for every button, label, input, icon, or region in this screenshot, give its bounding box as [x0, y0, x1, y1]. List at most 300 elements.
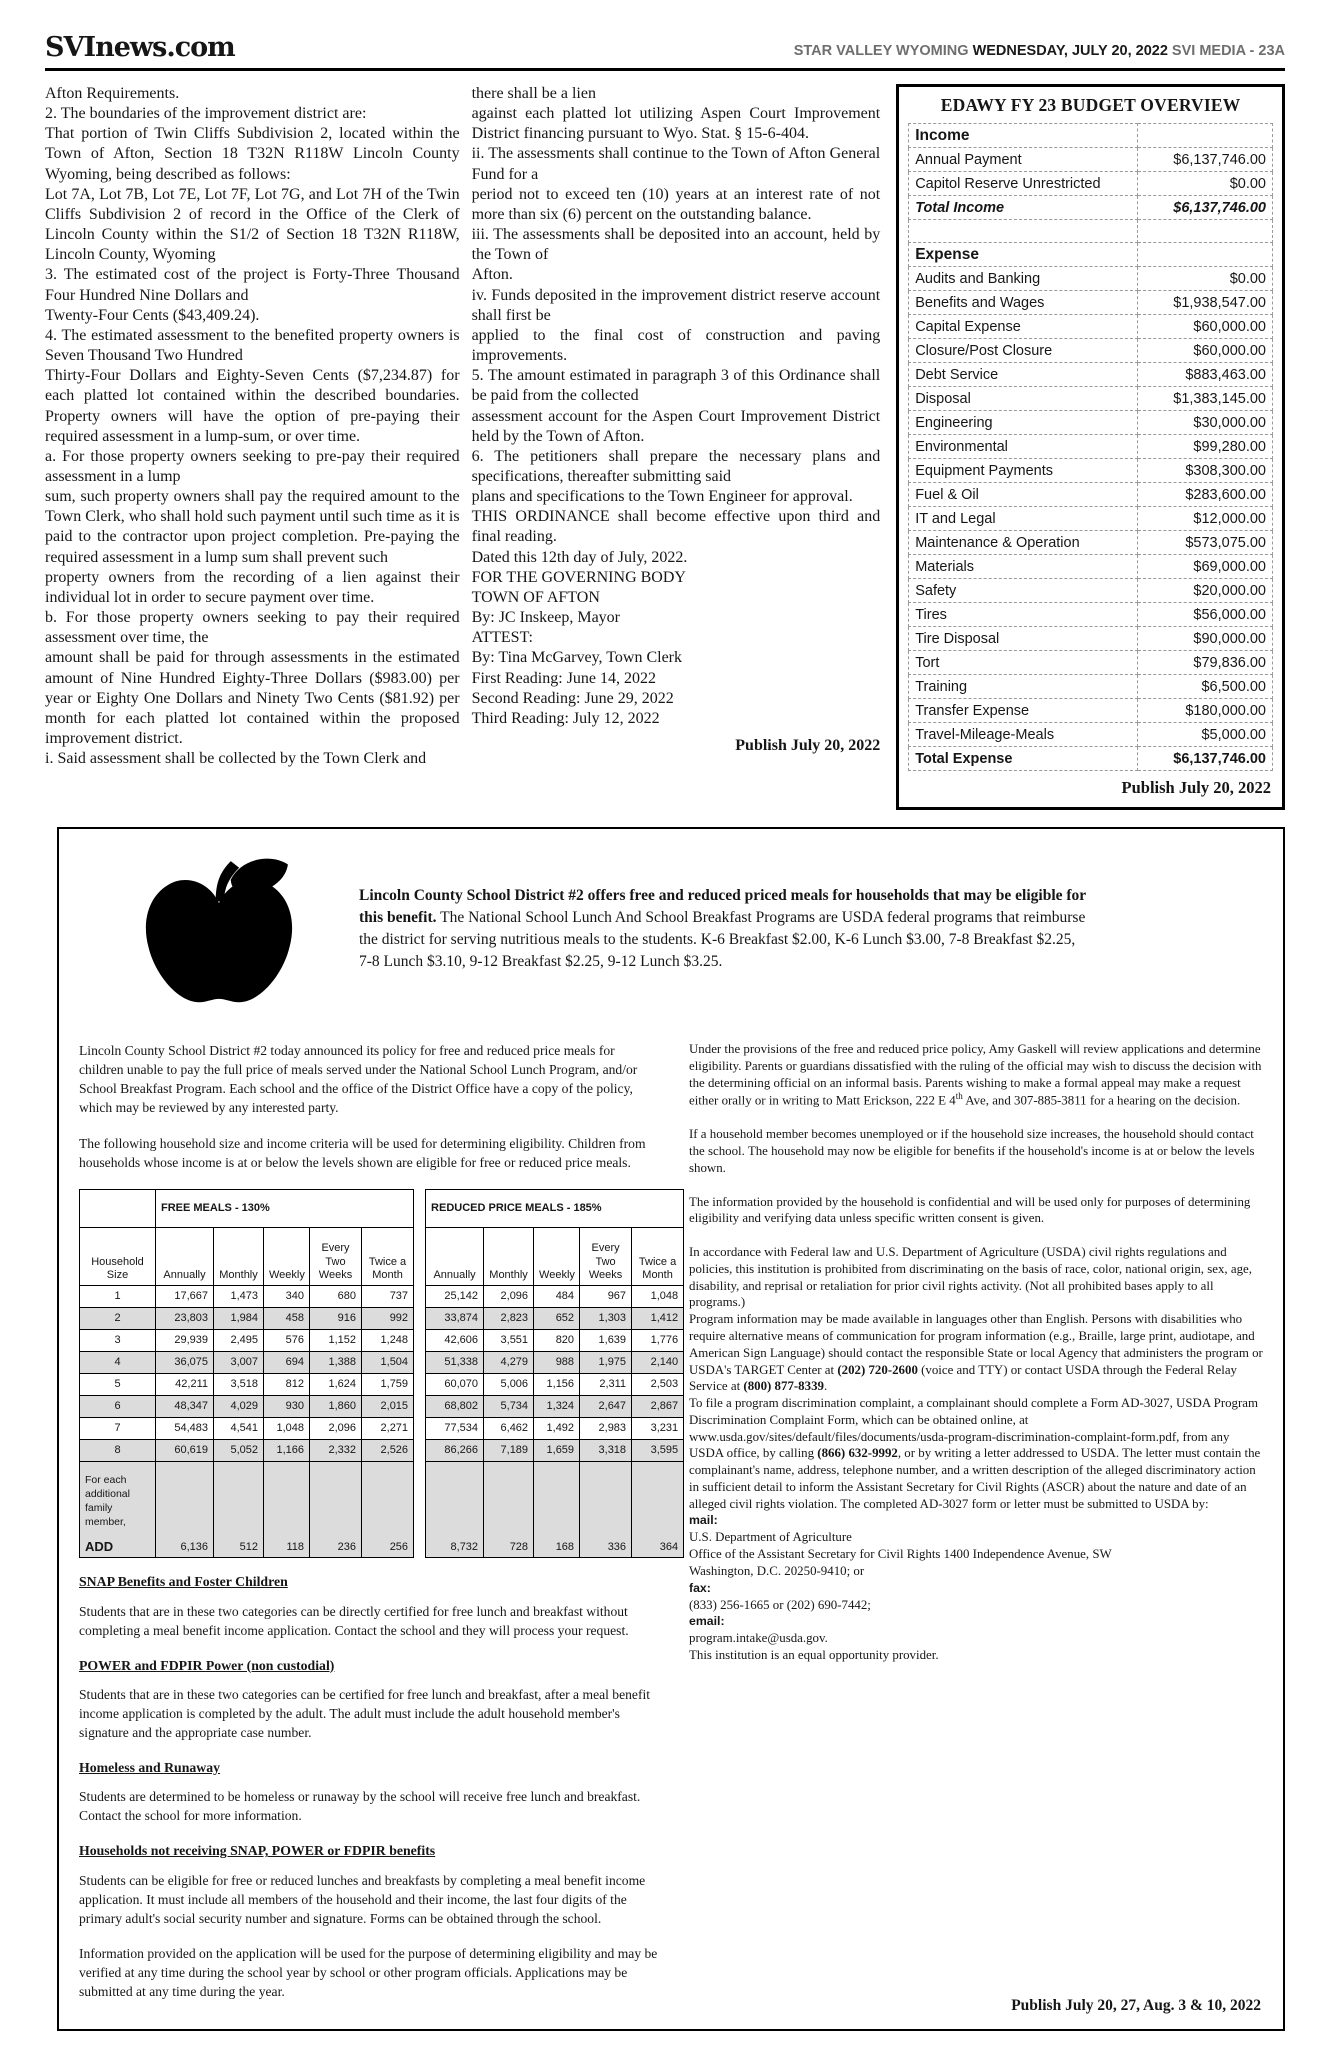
separator-cell: [414, 1352, 426, 1374]
cell: 1,975: [580, 1352, 632, 1374]
legal-paragraph: period not to exceed ten (10) years at an interest rate of not more than six (6) percent on the outstanding balance.: [471, 185, 881, 223]
budget-row: [909, 579, 1273, 603]
income-table-row: [80, 1440, 684, 1462]
cell: 2,526: [362, 1440, 414, 1462]
legal-paragraph: applied to the final cost of construction and paving improvements.: [471, 326, 881, 365]
cell: 2,332: [310, 1440, 362, 1462]
cell: 576: [264, 1330, 310, 1352]
cell: 1,303: [580, 1308, 632, 1330]
budget-row-label: Disposal: [909, 387, 1138, 411]
column-header: Twice a Month: [362, 1228, 414, 1286]
legal-paragraph: 2. The boundaries of the improvement district are:: [45, 105, 367, 123]
budget-row-label: Maintenance & Operation: [909, 531, 1138, 555]
cell: 1,324: [534, 1396, 580, 1418]
add-word: ADD: [85, 1538, 114, 1554]
legal-paragraph: sum, such property owners shall pay the required amount to the Town Clerk, who shall hold such payment until such time as it is paid to the contractor upon project completion. Pre-paying the required assessment in a lump sum shall prevent such: [45, 488, 460, 566]
cell: 1,048: [264, 1418, 310, 1440]
mail-block: [689, 1512, 1263, 1579]
section-heading: Households not receiving SNAP, POWER or FDPIR benefits: [79, 1843, 436, 1859]
usda-text: .: [823, 1379, 828, 1394]
additional-member-label: [80, 1462, 156, 1558]
income-table-row: [80, 1330, 684, 1352]
budget-row: [909, 459, 1273, 483]
cell: 2,867: [632, 1396, 684, 1418]
legal-paragraph: Dated this 12th day of July, 2022.: [471, 548, 688, 566]
cell: 1,152: [310, 1330, 362, 1352]
cell: 3,518: [214, 1374, 264, 1396]
legal-paragraph: assessment account for the Aspen Court Improvement District held by the Town of Afton.: [471, 407, 881, 445]
legal-paragraph: 4. The estimated assessment to the benefited property owners is Seven Thousand Two Hundred: [45, 326, 460, 365]
issue-date: WEDNESDAY, JULY 20, 2022: [972, 43, 1168, 59]
cell: 4,279: [484, 1352, 534, 1374]
budget-row-value: $12,000.00: [1138, 507, 1273, 531]
cell: 737: [362, 1286, 414, 1308]
cell: 680: [310, 1286, 362, 1308]
cell: 694: [264, 1352, 310, 1374]
legal-paragraph: amount shall be paid for through assessments in the estimated amount of Nine Hundred Eighty-Three Dollars ($983.00) per year or Eighty One Dollars and Ninety Two Cents ($81.92) per month for each platted lot contained within the proposed improvement district.: [45, 649, 460, 747]
budget-row-value: $56,000.00: [1138, 603, 1273, 627]
email-line: program.intake@usda.gov.: [689, 1631, 828, 1646]
cell: 1,504: [362, 1352, 414, 1374]
income-table-add-body: [80, 1462, 684, 1558]
fax-block: [689, 1580, 1263, 1614]
cell: 25,142: [426, 1286, 484, 1308]
cell: 48,347: [156, 1396, 214, 1418]
budget-row: [909, 507, 1273, 531]
notice-section: [79, 1758, 661, 1825]
legal-paragraph: a. For those property owners seeking to pre-pay their required assessment in a lump: [45, 447, 460, 485]
cell: 3,007: [214, 1352, 264, 1374]
cell: 2,015: [362, 1396, 414, 1418]
separator-cell: [414, 1330, 426, 1352]
budget-row-value: $6,500.00: [1138, 675, 1273, 699]
budget-row: [909, 699, 1273, 723]
apple-icon: [79, 843, 359, 1009]
cell: 236: [310, 1462, 362, 1558]
budget-row: [909, 148, 1273, 172]
mail-line: U.S. Department of Agriculture: [689, 1530, 852, 1545]
legal-paragraph: ATTEST:: [471, 629, 533, 647]
separator-cell: [414, 1396, 426, 1418]
cell: 2,503: [632, 1374, 684, 1396]
meals-columns: [79, 1041, 1263, 2017]
cell: 967: [580, 1286, 632, 1308]
legal-paragraph: there shall be a lien: [471, 85, 596, 102]
budget-row-value: $20,000.00: [1138, 579, 1273, 603]
budget-row-label: Income: [909, 124, 1138, 148]
section-body: Information provided on the application will be used for the purpose of determining eligibility and may be verified at any time during the school year by school or other program officials. Applications may be submitted at any time during the year.: [79, 1945, 658, 1999]
publish-date: Publish July 20, 2022: [1121, 778, 1271, 797]
confidentiality-paragraph: The information provided by the household is confidential and will be used only for purposes of determining eligibility and verifying data unless specific written consent is given.: [689, 1194, 1251, 1226]
budget-row-value: $69,000.00: [1138, 555, 1273, 579]
legal-paragraph: property owners from the recording of a lien against their individual lot in order to secure payment over time.: [45, 568, 460, 606]
cell: 1,248: [362, 1330, 414, 1352]
section-body: Students are determined to be homeless or runaway by the school will receive free lunch and breakfast. Contact the school for more information.: [79, 1789, 641, 1824]
notice-section: [79, 1572, 661, 1639]
budget-table-box: [896, 84, 1285, 810]
column-header: Monthly: [484, 1228, 534, 1286]
budget-row-label: Total Income: [909, 196, 1138, 220]
email-label: email:: [689, 1614, 725, 1629]
corner-cell: [80, 1190, 156, 1228]
section-body: Students that are in these two categories can be directly certified for free lunch and breakfast without completing a meal benefit income application. Contact the school and they will process your request.: [79, 1603, 629, 1638]
cell: 4,541: [214, 1418, 264, 1440]
budget-row: [909, 172, 1273, 196]
target-center-phone: (202) 720-2600: [837, 1362, 918, 1377]
cell: 820: [534, 1330, 580, 1352]
meals-intro-rest: The National School Lunch And School Breakfast Programs are USDA federal programs that reimburse the district for serving nutritious meals to the students. K-6 Breakfast $2.00, K-6 Lunch $3.00, 7-8 Breakfast $2.25, 7-8 Lunch $3.10, 9-12 Breakfast $2.25, 9-12 Lunch $3.25.: [359, 909, 1086, 970]
household-size-cell: 5: [80, 1374, 156, 1396]
publish-date: Publish July 20, 27, Aug. 3 & 10, 2022: [1011, 1996, 1261, 2014]
budget-row-label: Materials: [909, 555, 1138, 579]
legal-paragraph: Afton Requirements.: [45, 85, 180, 102]
budget-row-value: $0.00: [1138, 267, 1273, 291]
meals-intro-bold: Lincoln County School District #2 offers free and reduced priced meals for households that may be eligible for this benefit.: [359, 887, 1086, 926]
income-table-row: [80, 1352, 684, 1374]
cell: 364: [632, 1462, 684, 1558]
mail-line: Washington, D.C. 20250-9410; or: [689, 1563, 865, 1578]
cell: 6,462: [484, 1418, 534, 1440]
section-heading: Homeless and Runaway: [79, 1759, 221, 1775]
spacer-cell: [909, 220, 1138, 243]
section-body: Students that are in these two categories can be certified for free lunch and breakfast, after a meal benefit income application is completed by the adult. The adult must include the adult household member's signature and the appropriate case number.: [79, 1686, 651, 1740]
cell: 2,271: [362, 1418, 414, 1440]
cell: 458: [264, 1308, 310, 1330]
legal-notice-column-1: [45, 84, 460, 810]
budget-row-value: $6,137,746.00: [1138, 148, 1273, 172]
column-header: Weekly: [264, 1228, 310, 1286]
separator-cell: [414, 1286, 426, 1308]
separator-cell: [414, 1374, 426, 1396]
budget-row: [909, 267, 1273, 291]
legal-paragraph: 3. The estimated cost of the project is Forty-Three Thousand Four Hundred Nine Dollars and: [45, 266, 460, 304]
income-table-row: [80, 1396, 684, 1418]
budget-row-value: $6,137,746.00: [1138, 747, 1273, 771]
meals-intro-text: [359, 843, 1087, 973]
cell: 29,939: [156, 1330, 214, 1352]
cell: 992: [362, 1308, 414, 1330]
separator-cell: [414, 1190, 426, 1228]
publish-date: Publish July 20, 2022: [735, 737, 881, 754]
cell: 988: [534, 1352, 580, 1374]
budget-row-label: Tort: [909, 651, 1138, 675]
notice-section: [79, 1656, 661, 1742]
budget-row-label: Environmental: [909, 435, 1138, 459]
budget-row-label: Training: [909, 675, 1138, 699]
meals-right-column: [689, 1041, 1263, 2017]
legal-paragraph: Afton.: [471, 266, 513, 284]
household-size-cell: 3: [80, 1330, 156, 1352]
budget-row-label: Closure/Post Closure: [909, 339, 1138, 363]
cell: 2,495: [214, 1330, 264, 1352]
cell: 812: [264, 1374, 310, 1396]
legal-paragraph: THIS ORDINANCE shall become effective upon third and final reading.: [471, 508, 881, 546]
usda-text: , or by writing a letter addressed to USDA. The letter must contain the complainant's name, address, telephone number, and a written description of the alleged discriminatory action in sufficient detail to inform the Assistant Secretary for Civil Rights (ASCR) about the nature and date of an alleged civil rights violation. The completed AD-3027 form or letter must be submitted to USDA by:: [689, 1446, 1261, 1511]
cell: 1,639: [580, 1330, 632, 1352]
relay-service-phone: (800) 877-8339: [743, 1379, 824, 1394]
budget-row-value: [1138, 243, 1273, 267]
cell: 1,984: [214, 1308, 264, 1330]
cell: 1,624: [310, 1374, 362, 1396]
cell: 54,483: [156, 1418, 214, 1440]
cell: 68,802: [426, 1396, 484, 1418]
cell: 1,473: [214, 1286, 264, 1308]
cell: 728: [484, 1462, 534, 1558]
budget-row-value: $90,000.00: [1138, 627, 1273, 651]
budget-row: [909, 196, 1273, 220]
cell: 336: [580, 1462, 632, 1558]
budget-row-value: $60,000.00: [1138, 315, 1273, 339]
legal-paragraph: Second Reading: June 29, 2022: [471, 689, 674, 707]
cell: 1,048: [632, 1286, 684, 1308]
region-label: STAR VALLEY WYOMING: [793, 43, 973, 59]
legal-paragraph: ii. The assessments shall continue to the Town of Afton General Fund for a: [471, 145, 881, 183]
cell: 2,096: [310, 1418, 362, 1440]
budget-spacer: [909, 220, 1273, 243]
budget-row-label: Safety: [909, 579, 1138, 603]
income-table-header: [80, 1190, 684, 1286]
budget-row: [909, 124, 1273, 148]
budget-row-label: Total Expense: [909, 747, 1138, 771]
cell: 2,823: [484, 1308, 534, 1330]
legal-paragraph: That portion of Twin Cliffs Subdivision 2, located within the Town of Afton, Section 18 T32N R118W Lincoln County Wyoming, being described as follows:: [45, 125, 460, 183]
cell: 2,311: [580, 1374, 632, 1396]
separator-cell: [414, 1228, 426, 1286]
cell: 6,136: [156, 1462, 214, 1558]
cell: 1,388: [310, 1352, 362, 1374]
top-section: [45, 84, 1285, 810]
legal-paragraph: iv. Funds deposited in the improvement district reserve account shall first be: [471, 286, 881, 324]
cell: 652: [534, 1308, 580, 1330]
budget-row-label: Capitol Reserve Unrestricted: [909, 172, 1138, 196]
column-header: Twice a Month: [632, 1228, 684, 1286]
income-criteria-table: [79, 1189, 684, 1558]
budget-row-label: Engineering: [909, 411, 1138, 435]
income-table-row: [80, 1418, 684, 1440]
budget-row-value: $79,836.00: [1138, 651, 1273, 675]
edition-page-number: SVI MEDIA - 23A: [1167, 43, 1285, 59]
budget-row: [909, 339, 1273, 363]
cell: 42,606: [426, 1330, 484, 1352]
cell: 3,231: [632, 1418, 684, 1440]
reduced-meals-header: REDUCED PRICE MEALS - 185%: [426, 1190, 684, 1228]
budget-row-label: Benefits and Wages: [909, 291, 1138, 315]
column-header: Weekly: [534, 1228, 580, 1286]
budget-spacer-row: [909, 220, 1273, 243]
budget-notice: [896, 84, 1285, 810]
cell: 340: [264, 1286, 310, 1308]
cell: 256: [362, 1462, 414, 1558]
budget-row: [909, 603, 1273, 627]
cell: 5,052: [214, 1440, 264, 1462]
email-block: [689, 1613, 1263, 1647]
meals-criteria-paragraph: The following household size and income criteria will be used for determining eligibility. Children from households whose income is at or below the levels shown are eligible for free or reduced price meals.: [79, 1136, 646, 1171]
budget-table: [908, 123, 1273, 771]
section-heading: POWER and FDPIR Power (non custodial): [79, 1657, 335, 1673]
cell: 916: [310, 1308, 362, 1330]
budget-row-label: Debt Service: [909, 363, 1138, 387]
cell: 118: [264, 1462, 310, 1558]
legal-paragraph: iii. The assessments shall be deposited into an account, held by the Town of: [471, 226, 881, 264]
budget-row-value: $283,600.00: [1138, 483, 1273, 507]
household-size-header: Household Size: [80, 1228, 156, 1286]
cell: 5,006: [484, 1374, 534, 1396]
household-size-cell: 2: [80, 1308, 156, 1330]
budget-row: [909, 387, 1273, 411]
budget-row-label: Capital Expense: [909, 315, 1138, 339]
cell: 930: [264, 1396, 310, 1418]
budget-row-label: Expense: [909, 243, 1138, 267]
budget-row: [909, 555, 1273, 579]
usda-text: Program information may be made available in languages other than English. Persons with disabilities who require alternative means of communication for program information (e.g., Braille, large print, audiotape, and American Sign Language) should contact the responsible State or local Agency that administers the program or USDA's TARGET Center at: [689, 1312, 1263, 1377]
mail-label: mail:: [689, 1513, 718, 1528]
cell: 23,803: [156, 1308, 214, 1330]
cell: 17,667: [156, 1286, 214, 1308]
cell: 2,096: [484, 1286, 534, 1308]
cell: 4,029: [214, 1396, 264, 1418]
budget-row-value: $308,300.00: [1138, 459, 1273, 483]
legal-paragraph: plans and specifications to the Town Engineer for approval.: [471, 488, 853, 506]
legal-column-2-text: [472, 84, 881, 729]
column-header-row: [80, 1228, 684, 1286]
budget-row-label: Tire Disposal: [909, 627, 1138, 651]
budget-row: [909, 747, 1273, 771]
equal-opportunity-line: This institution is an equal opportunity provider.: [689, 1648, 939, 1663]
budget-row-value: $1,383,145.00: [1138, 387, 1273, 411]
budget-title: EDAWY FY 23 BUDGET OVERVIEW: [940, 95, 1241, 115]
legal-paragraph: TOWN OF AFTON: [471, 588, 600, 606]
meals-notice-box: [57, 827, 1285, 2031]
budget-row-value: $573,075.00: [1138, 531, 1273, 555]
legal-paragraph: First Reading: June 14, 2022: [471, 669, 657, 687]
legal-paragraph: FOR THE GOVERNING BODY: [471, 568, 686, 586]
budget-row-value: $30,000.00: [1138, 411, 1273, 435]
legal-paragraph: Third Reading: July 12, 2022: [471, 709, 660, 727]
folio-line: [794, 43, 1285, 61]
usda-program-info-paragraph: [689, 1311, 1263, 1395]
household-size-cell: 7: [80, 1418, 156, 1440]
budget-row-value: $99,280.00: [1138, 435, 1273, 459]
section-body: Students can be eligible for free or reduced lunches and breakfasts by completing a meal benefit income application. It must include all members of the household and their income, the last four digits of the primary adult's social security number and signature. Forms can be obtained through the school.: [79, 1872, 646, 1926]
column-header: Annually: [426, 1228, 484, 1286]
legal-notice-column-2: [472, 84, 881, 810]
cell: 1,759: [362, 1374, 414, 1396]
budget-row-label: Tires: [909, 603, 1138, 627]
ordinal-sup: th: [955, 1091, 963, 1102]
cell: 484: [534, 1286, 580, 1308]
legal-paragraph: Thirty-Four Dollars and Eighty-Seven Cents ($7,234.87) for each platted lot contained within the described boundaries. Property owners will have the option of pre-paying their required assessment in a lump-sum, or over time.: [45, 367, 460, 445]
budget-row: [909, 243, 1273, 267]
budget-row-value: $60,000.00: [1138, 339, 1273, 363]
legal-paragraph: Twenty-Four Cents ($43,409.24).: [45, 306, 260, 324]
legal-paragraph: 5. The amount estimated in paragraph 3 of this Ordinance shall be paid from the collected: [471, 367, 881, 405]
budget-row-value: $0.00: [1138, 172, 1273, 196]
budget-row-label: Fuel & Oil: [909, 483, 1138, 507]
income-table-row: [80, 1286, 684, 1308]
budget-row-value: $1,938,547.00: [1138, 291, 1273, 315]
household-size-cell: 4: [80, 1352, 156, 1374]
notice-section: [79, 1841, 661, 2001]
appeal-paragraph: [689, 1041, 1263, 1109]
appeal-text: Under the provisions of the free and reduced price policy, Amy Gaskell will review applications and determine eligibility. Parents or guardians dissatisfied with the ruling of the official may wish to discuss the decision with the determining official on an informal basis. Parents wishing to make a formal appeal may make a request either orally or in writing to Matt Erickson, 222 E 4: [689, 1042, 1262, 1108]
cell: 3,318: [580, 1440, 632, 1462]
cell: 1,412: [632, 1308, 684, 1330]
cell: 33,874: [426, 1308, 484, 1330]
cell: 5,734: [484, 1396, 534, 1418]
cell: 2,983: [580, 1418, 632, 1440]
budget-row: [909, 291, 1273, 315]
income-table-body: [80, 1286, 684, 1462]
budget-row-value: [1138, 124, 1273, 148]
budget-row: [909, 723, 1273, 747]
legal-paragraph: b. For those property owners seeking to pay their required assessment over time, the: [45, 609, 460, 647]
column-header: Every Two Weeks: [580, 1228, 632, 1286]
section-heading: SNAP Benefits and Foster Children: [79, 1574, 288, 1590]
meals-intro-row: [79, 843, 1263, 1009]
cell: 512: [214, 1462, 264, 1558]
budget-income-rows: [909, 124, 1273, 220]
cell: 42,211: [156, 1374, 214, 1396]
cell: 3,595: [632, 1440, 684, 1462]
fax-line: (833) 256-1665 or (202) 690-7442;: [689, 1597, 871, 1612]
legal-paragraph: 6. The petitioners shall prepare the necessary plans and specifications, thereafter submitting said: [471, 447, 881, 485]
cell: 1,492: [534, 1418, 580, 1440]
budget-row: [909, 411, 1273, 435]
budget-row: [909, 651, 1273, 675]
budget-row-label: Travel-Mileage-Meals: [909, 723, 1138, 747]
cell: 168: [534, 1462, 580, 1558]
separator-cell: [414, 1462, 426, 1558]
legal-paragraph: i. Said assessment shall be collected by the Town Clerk and: [45, 750, 427, 768]
separator-cell: [414, 1308, 426, 1330]
budget-expense-rows: [909, 243, 1273, 771]
budget-row: [909, 315, 1273, 339]
additional-member-text: For each additional family member,: [85, 1473, 130, 1529]
group-header-row: [80, 1190, 684, 1228]
column-header: Monthly: [214, 1228, 264, 1286]
legal-paragraph: Lot 7A, Lot 7B, Lot 7E, Lot 7F, Lot 7G, and Lot 7H of the Twin Cliffs Subdivision 2 of record in the Office of the Clerk of Lincoln County within the S1/2 of Section 18 T32N R118W, Lincoln County, Wyoming: [45, 185, 460, 264]
cell: 8,732: [426, 1462, 484, 1558]
budget-row: [909, 435, 1273, 459]
additional-member-row: [80, 1462, 684, 1558]
budget-row-label: Annual Payment: [909, 148, 1138, 172]
unemployment-paragraph: If a household member becomes unemployed or if the household size increases, the household should contact the school. The household may now be eligible for benefits if the household's income is at or below the levels shown.: [689, 1127, 1255, 1175]
masthead: SVInews.com: [45, 32, 235, 63]
household-size-cell: 1: [80, 1286, 156, 1308]
budget-row-label: Equipment Payments: [909, 459, 1138, 483]
budget-row: [909, 363, 1273, 387]
spacer-cell: [1138, 220, 1273, 243]
legal-paragraph: against each platted lot utilizing Aspen Court Improvement District financing pursuant to Wyo. Stat. § 15-6-404.: [471, 105, 881, 143]
column-header: Annually: [156, 1228, 214, 1286]
cell: 1,156: [534, 1374, 580, 1396]
complaint-phone: (866) 632-9992: [817, 1446, 898, 1461]
cell: 2,647: [580, 1396, 632, 1418]
cell: 60,619: [156, 1440, 214, 1462]
legal-paragraph: By: Tina McGarvey, Town Clerk: [471, 649, 683, 667]
separator-cell: [414, 1418, 426, 1440]
mail-line: Office of the Assistant Secretary for Civil Rights 1400 Independence Avenue, SW: [689, 1547, 1112, 1562]
cell: 2,140: [632, 1352, 684, 1374]
cell: 1,776: [632, 1330, 684, 1352]
usda-nondiscrimination-paragraph: In accordance with Federal law and U.S. Department of Agriculture (USDA) civil rights regulations and policies, this institution is prohibited from discriminating on the basis of race, color, national origin, sex, age, disability, and reprisal or retaliation for prior civil rights activity. (Not all prohibited bases apply to all programs.): [689, 1245, 1252, 1310]
budget-row: [909, 483, 1273, 507]
free-meals-header: FREE MEALS - 130%: [156, 1190, 414, 1228]
usda-text: (voice and TTY) or contact USDA through the Federal Relay Service at: [689, 1362, 1237, 1394]
usda-complaint-paragraph: [689, 1395, 1263, 1512]
legal-paragraph: By: JC Inskeep, Mayor: [471, 609, 621, 627]
meals-policy-paragraph: Lincoln County School District #2 today announced its policy for free and reduced price meals for children unable to pay the full price of meals served under the National School Lunch Program, and/or School Breakfast Program. Each school and the office of the District Office have a copy of the policy, which may be reviewed by any interested party.: [79, 1043, 638, 1116]
